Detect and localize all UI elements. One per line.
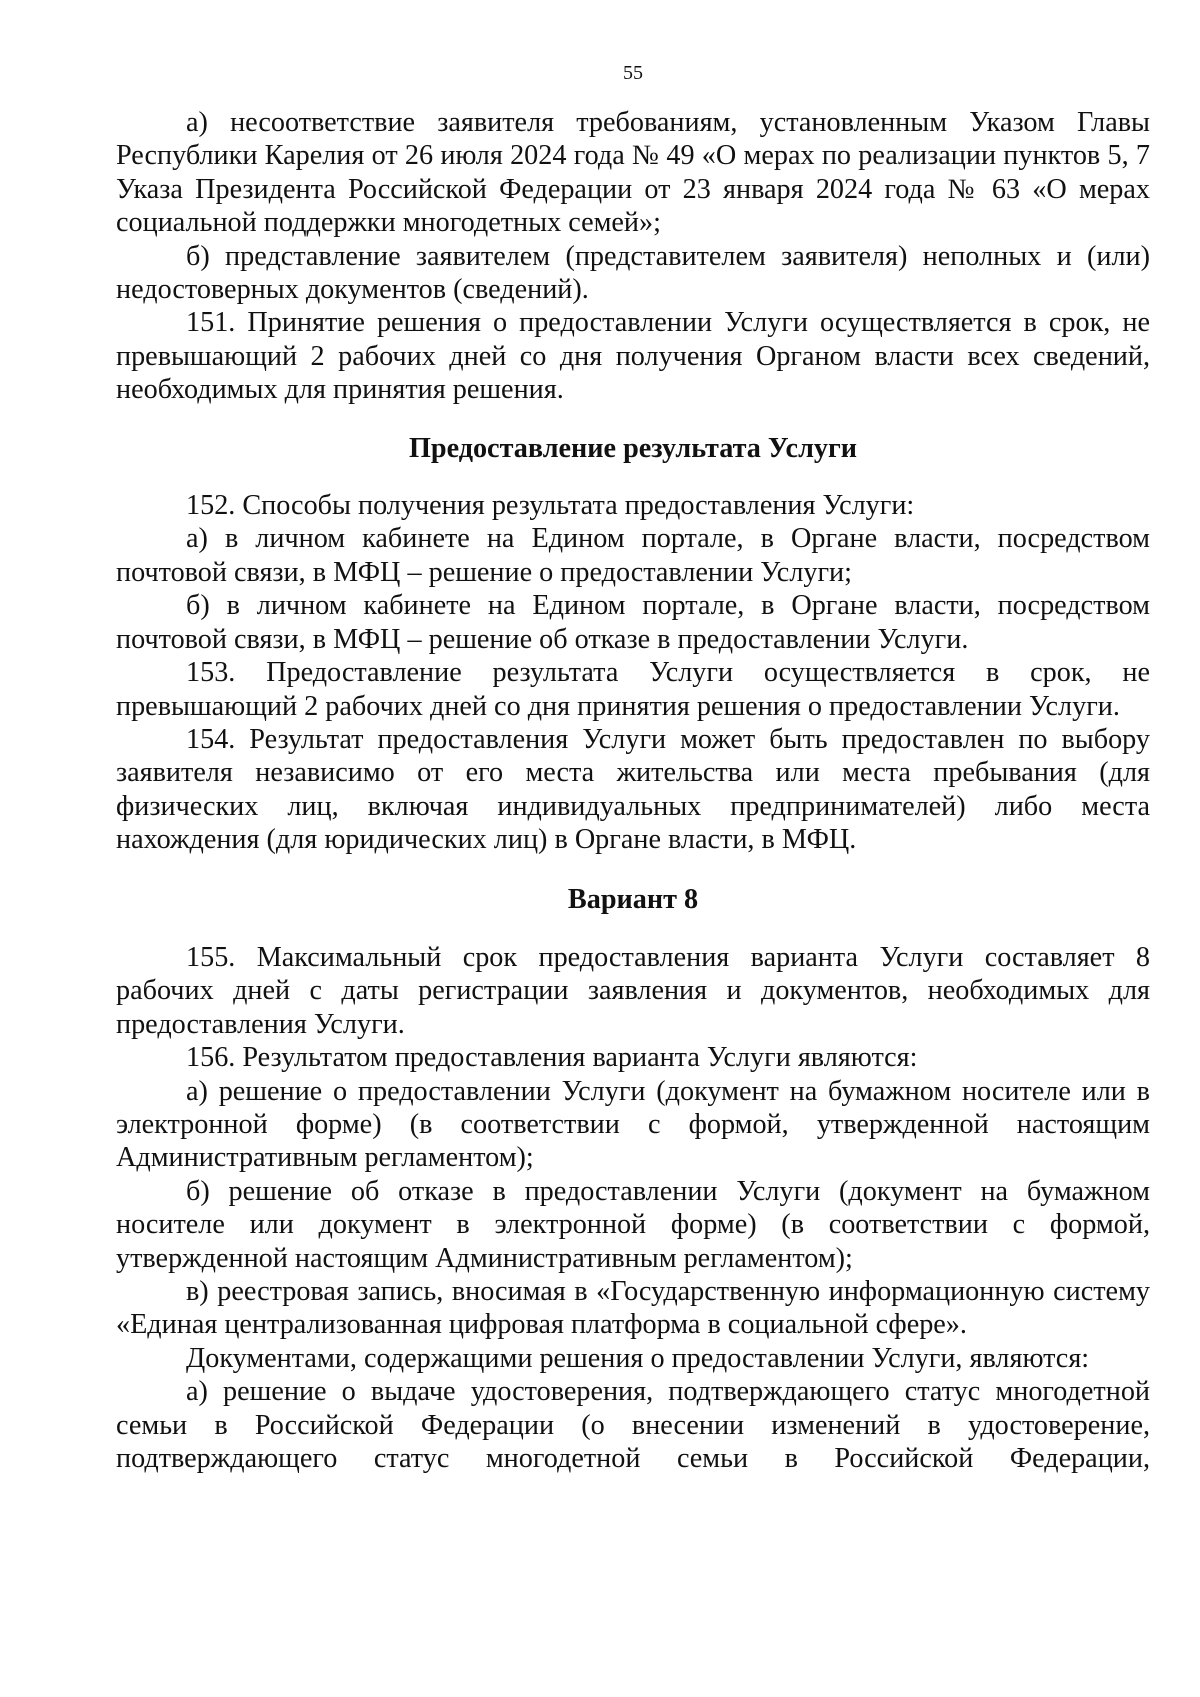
paragraph-152-a: а) в личном кабинете на Едином портале, в Органе власти, посредством почтовой связи, в МФЦ – решение о предоставлении Услуги;: [116, 523, 1150, 588]
paragraph-154: 154. Результат предоставления Услуги может быть предоставлен по выбору заявителя независимо от его места жительства или места пребывания (для физических лиц, включая индивидуальных предпринимателей) либо места нахождения (для юридических лиц) в Органе власти, в МФЦ.: [116, 723, 1150, 856]
paragraph-153: 153. Предоставление результата Услуги осуществляется в срок, не превышающий 2 рабочих дней со дня принятия решения о предоставлении Услуги.: [116, 657, 1150, 722]
paragraph-152-b: б) в личном кабинете на Едином портале, в Органе власти, посредством почтовой связи, в МФЦ – решение об отказе в предоставлении Услуги.: [116, 590, 1150, 655]
paragraph-156: 156. Результатом предоставления варианта Услуги являются:: [186, 1042, 918, 1074]
paragraph-152: 152. Способы получения результата предоставления Услуги:: [186, 490, 915, 522]
paragraph-a-noncompliance: а) несоответствие заявителя требованиям, установленным Указом Главы Республики Карелия от 26 июля 2024 года № 49 «О мерах по реализации пунктов 5, 7 Указа Президента Российской Федерации от 23 января 2024 года № 63 «О мерах социальной поддержки многодетных семей»;: [116, 107, 1150, 239]
section-heading-result-provision: Предоставление результата Услуги: [408, 432, 858, 464]
paragraph-155: 155. Максимальный срок предоставления варианта Услуги составляет 8 рабочих дней с даты регистрации заявления и документов, необходимых для предоставления Услуги.: [116, 941, 1150, 1040]
paragraph-b-incomplete-documents: б) представление заявителем (представителем заявителя) неполных и (или) недостоверных документов (сведений).: [116, 240, 1150, 306]
paragraph-156-b: б) решение об отказе в предоставлении Услуги (документ на бумажном носителе или документ в электронной форме) (в соответствии с формой, утвержденной настоящим Административным регламентом);: [116, 1175, 1150, 1274]
paragraph-156-v: в) реестровая запись, вносимая в «Государственную информационную систему «Единая централизованная цифровая платформа в социальной сфере».: [116, 1276, 1150, 1341]
document-page: [116, 58, 1150, 1475]
paragraph-151: 151. Принятие решения о предоставлении Услуги осуществляется в срок, не превышающий 2 рабочих дней со дня получения Органом власти всех сведений, необходимых для принятия решения.: [116, 307, 1150, 406]
paragraph-decision-documents-a: а) решение о выдаче удостоверения, подтверждающего статус многодетной семьи в Российской Федерации (о внесении изменений в удостоверение, подтверждающего статус многодетной семьи в Российской Федерации,: [116, 1376, 1150, 1475]
paragraph-156-a: а) решение о предоставлении Услуги (документ на бумажном носителе или в электронной форме) (в соответствии с формой, утвержденной настоящим Административным регламентом);: [116, 1075, 1150, 1174]
page-number: 55: [623, 62, 643, 84]
paragraph-decision-documents: Документами, содержащими решения о предоставлении Услуги, являются:: [186, 1342, 1090, 1374]
section-heading-variant-8: Вариант 8: [567, 883, 699, 915]
